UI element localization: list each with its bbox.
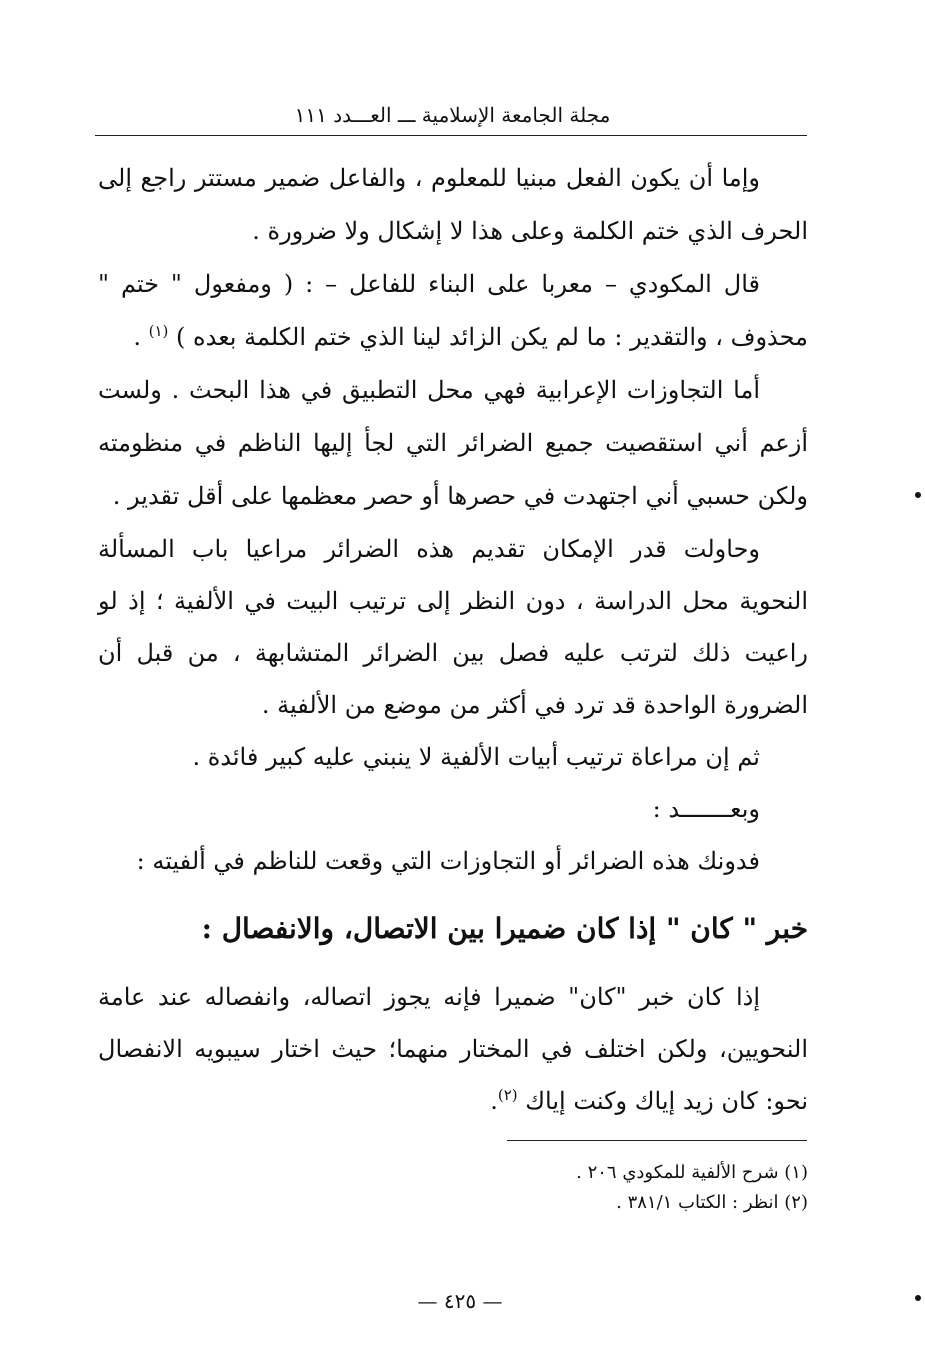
footnote-ref-2[interactable]: (٢) [497, 1086, 518, 1104]
paragraph-2 [98, 258, 808, 364]
paragraph-7: فدونك هذه الضرائر أو التجاوزات التي وقعت للناظم في ألفيته : [136, 847, 760, 875]
paragraph-1: وإما أن يكون الفعل مبنيا للمعلوم ، والفاعل ضمير مستتر راجع إلى الحرف الذي ختم الكلمة وعلى هذا لا إشكال ولا ضرورة . [98, 164, 808, 245]
paragraph-8-end: . [490, 1087, 498, 1115]
running-header: مجلة الجامعة الإسلامية ـــ العـــدد ١١١ [294, 103, 611, 127]
paragraph-2-end: . [133, 323, 149, 351]
header-rule [95, 135, 807, 136]
body-text [98, 152, 808, 1127]
footnotes [420, 1158, 808, 1218]
paragraph-3: أما التجاوزات الإعرابية فهي محل التطبيق في هذا البحث . ولست أزعم أني استقصيت جميع الضرائر التي لجأ إليها الناظم في منظومته ولكن حسبي أني اجتهدت في حصرها أو حصر معظمها على أقل تقدير . [98, 376, 809, 510]
section-heading: خبر " كان " إذا كان ضميرا بين الاتصال، والانفصال : [201, 912, 808, 945]
paragraph-8 [98, 971, 808, 1127]
paragraph-4: وحاولت قدر الإمكان تقديم هذه الضرائر مراعيا باب المسألة النحوية محل الدراسة ، دون النظر إلى ترتيب البيت في الألفية ؛ إذ لو راعيت ذلك لترتب عليه فصل بين الضرائر المتشابهة ، من قبل أن الضرورة الواحدة قد ترد في أكثر من موضع من الألفية . [98, 535, 808, 719]
paragraph-8-text: إذا كان خبر "كان" ضميرا فإنه يجوز اتصاله، وانفصاله عند عامة النحويين، ولكن اختلف في المختار منهما؛ حيث اختار سيبويه الانفصال نحو: كان زيد إياك وكنت إياك [98, 983, 808, 1115]
scan-speck [915, 1295, 921, 1301]
paragraph-5: ثم إن مراعاة ترتيب أبيات الألفية لا ينبني عليه كبير فائدة . [192, 743, 760, 771]
paragraph-6: وبعـــــــد : [652, 795, 760, 823]
footnote-1: (١) شرح الألفية للمكودي ٢٠٦ . [576, 1162, 808, 1183]
footnote-ref-1[interactable]: (١) [148, 322, 169, 340]
paragraph-2-text: قال المكودي – معربا على البناء للفاعل – : ( ومفعول " ختم " محذوف ، والتقدير : ما لم يكن الزائد لينا الذي ختم الكلمة بعده ) [98, 270, 808, 351]
page-number: — ٤٢٥ — [417, 1289, 503, 1313]
scan-speck [915, 492, 921, 498]
footnote-2: (٢) انظر : الكتاب ٣٨١/١ . [616, 1192, 808, 1213]
footnote-rule [507, 1140, 807, 1141]
